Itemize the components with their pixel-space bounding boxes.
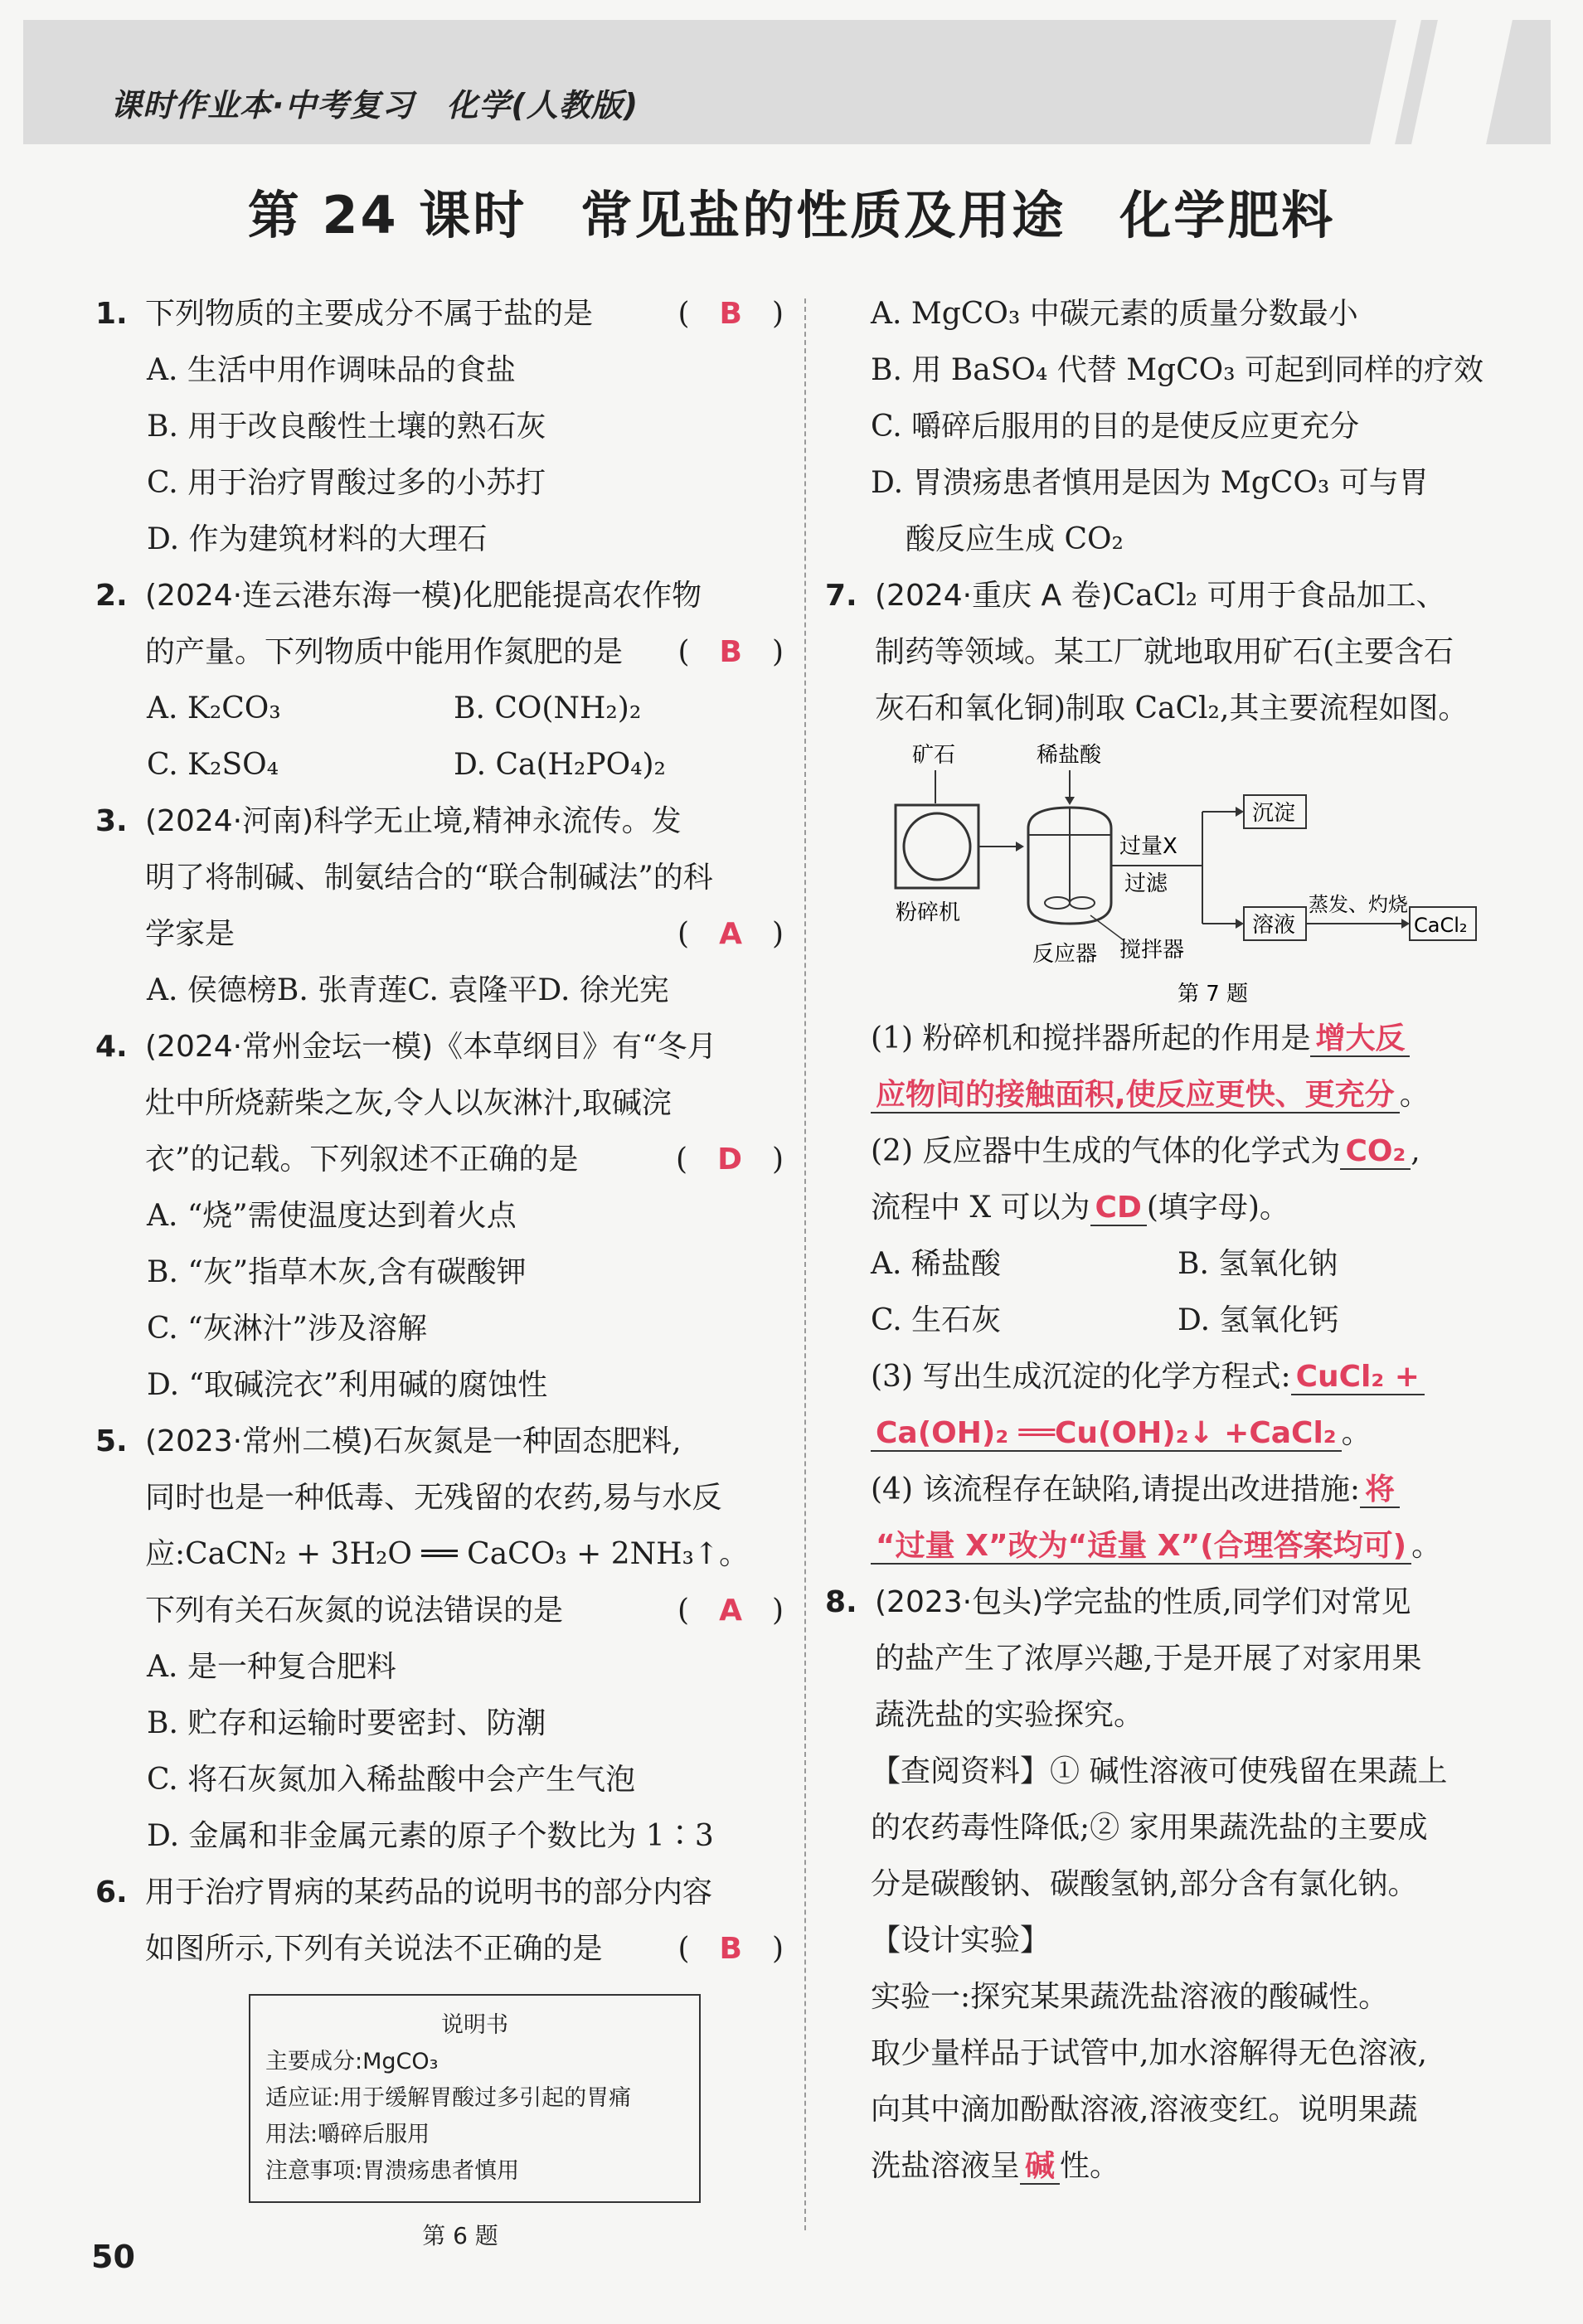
question-source: (2024·河南) [145, 804, 314, 838]
instruction-box [249, 1994, 701, 2203]
part-text: (4) 该流程存在缺陷,请提出改进措施: [871, 1473, 1361, 1506]
answer-paren: ( B ) [677, 635, 784, 669]
option-row [838, 1236, 1513, 1293]
left-column [95, 286, 784, 2264]
label-acid: 稀盐酸 [1037, 743, 1102, 768]
flow-diagram [871, 737, 1501, 1011]
option-row [838, 1293, 1513, 1349]
punct: , [1411, 1134, 1420, 1168]
box-line: 用法:嚼碎后服用 [265, 2122, 430, 2147]
question-4 [95, 1019, 784, 1188]
box-line: 注意事项:胃溃疡患者慎用 [265, 2158, 520, 2184]
arrowhead [1016, 842, 1024, 851]
question-stem: 科学无止境,精神永流传。发 [313, 804, 682, 838]
option: C. K₂SO₄ [147, 748, 279, 782]
question-number: 7. [825, 579, 857, 613]
option: B. CO(NH₂)₂ [454, 691, 642, 725]
answer: A [719, 917, 742, 951]
question-stem: 衣”的记载。下列叙述不正确的是 [145, 1143, 579, 1177]
option: B. “灰”指草木灰,含有碳酸钾 [147, 1255, 527, 1289]
part-text: (填字母)。 [1146, 1191, 1289, 1225]
label-excess: 过量X [1119, 834, 1178, 859]
answer: B [719, 1932, 742, 1966]
arrowhead [1065, 797, 1075, 805]
header-band [23, 20, 1551, 144]
option: D. 胃溃疡患者慎用是因为 MgCO₃ 可与胃 [871, 466, 1429, 500]
body-line: 实验一:探究某果蔬洗盐溶液的酸碱性。 [871, 1980, 1389, 2014]
body-line: 取少量样品于试管中,加水溶解得无色溶液, [871, 2036, 1427, 2070]
answer-paren: ( A ) [677, 1594, 784, 1628]
box-line: 适应证:用于缓解胃酸过多引起的胃痛 [265, 2085, 632, 2111]
answer: B [719, 635, 742, 669]
body-line: 分是碳酸钠、碳酸氢钠,部分含有氯化钠。 [871, 1867, 1418, 1901]
punct: 。 [1411, 1529, 1442, 1563]
question-source: (2024·重庆 A 卷) [875, 579, 1113, 613]
question-stem: 学家是 [145, 917, 236, 951]
q7-part4 [838, 1462, 1513, 1574]
question-stem: 灶中所烧薪柴之灰,令人以灰淋汁,取碱浣 [145, 1086, 672, 1120]
header-text: 课时作业本·中考复习 化学(人教版) [110, 87, 639, 124]
answer-paren: ( D ) [676, 1143, 784, 1177]
question-number: 8. [825, 1585, 857, 1619]
header-stripe [1411, 20, 1513, 144]
question-number: 5. [95, 1424, 128, 1458]
answer-paren: ( B ) [677, 1932, 784, 1966]
punct: 。 [1399, 1078, 1430, 1112]
option: D. 作为建筑材料的大理石 [147, 522, 488, 556]
arrowhead [1401, 919, 1410, 929]
column-divider [804, 298, 806, 2230]
page-number: 50 [91, 2239, 135, 2275]
body-line: 【查阅资料】① 碱性溶液可使残留在果蔬上 [871, 1754, 1448, 1788]
crusher-wheel [904, 813, 970, 880]
option: D. 金属和非金属元素的原子个数比为 1∶3 [147, 1819, 714, 1853]
box-line: 主要成分:MgCO₃ [265, 2049, 439, 2074]
label-stirrer: 搅拌器 [1119, 938, 1185, 963]
figure-caption: 第 7 题 [1178, 982, 1249, 1007]
answer-fill: 增大反 [1310, 1021, 1410, 1057]
option-row [95, 737, 784, 793]
option: D. 氢氧化钙 [1178, 1303, 1339, 1337]
body-text: 洗盐溶液呈 [871, 2149, 1021, 2183]
question-stem: 如图所示,下列有关说法不正确的是 [145, 1932, 603, 1966]
option-row [95, 681, 784, 737]
part-text: (2) 反应器中生成的气体的化学式为 [871, 1134, 1341, 1168]
stirrer-blade [1070, 897, 1095, 909]
question-stem: CaCl₂ 可用于食品加工、 [1112, 579, 1446, 613]
option: C. 嚼碎后服用的目的是使反应更充分 [871, 410, 1360, 444]
question-3 [95, 793, 784, 963]
question-7 [825, 568, 1513, 737]
question-stem: 学完盐的性质,同学们对常见 [1043, 1585, 1411, 1619]
answer-fill: 应物间的接触面积,使反应更快、更充分 [871, 1078, 1400, 1113]
question-number: 4. [95, 1030, 128, 1064]
option: D. “取碱浣衣”利用碱的腐蚀性 [147, 1368, 548, 1402]
option: A. 是一种复合肥料 [147, 1650, 396, 1684]
crusher-box [896, 805, 978, 888]
question-source: (2024·连云港东海一模) [145, 579, 464, 613]
right-column [825, 286, 1513, 2195]
answer-fill: 将 [1360, 1473, 1400, 1508]
answer-fill: CuCl₂ + [1291, 1360, 1425, 1395]
body-line: 【设计实验】 [871, 1924, 1051, 1958]
q8-body [838, 1744, 1513, 2195]
arrowhead [1236, 807, 1244, 817]
label-reactor: 反应器 [1032, 942, 1098, 967]
q7-part3 [838, 1349, 1513, 1462]
question-stem: 石灰氮是一种固态肥料, [373, 1424, 682, 1458]
question-number: 3. [95, 804, 128, 838]
option: A. 侯德榜B. 张青莲C. 袁隆平D. 徐光宪 [147, 973, 669, 1007]
body-text: 性。 [1060, 2149, 1120, 2183]
answer-fill: 碱 [1020, 2149, 1060, 2185]
question-2 [95, 568, 784, 681]
question-source: (2023·常州二模) [145, 1424, 374, 1458]
option: D. Ca(H₂PO₄)₂ [454, 748, 666, 782]
q7-part2 [838, 1123, 1513, 1236]
question-stem: 制药等领域。某工厂就地取用矿石(主要含石 [875, 635, 1454, 669]
answer: A [719, 1594, 742, 1628]
question-8 [825, 1574, 1513, 1744]
option: C. “灰淋汁”涉及溶解 [147, 1312, 427, 1346]
question-number: 1. [95, 297, 128, 331]
label-precip: 沉淀 [1252, 801, 1296, 826]
part-text: (3) 写出生成沉淀的化学方程式: [871, 1360, 1291, 1394]
option: B. 用 BaSO₄ 代替 MgCO₃ 可起到同样的疗效 [871, 353, 1484, 387]
label-evap: 蒸发、灼烧 [1309, 893, 1408, 916]
answer-fill: “过量 X”改为“适量 X”(合理答案均可) [871, 1529, 1411, 1565]
question-stem: 化肥能提高农作物 [463, 579, 702, 613]
box-title: 说明书 [441, 2012, 508, 2038]
part-text: (1) 粉碎机和搅拌器所起的作用是 [871, 1021, 1311, 1055]
question-6 [95, 1865, 784, 1977]
question-stem: 蔬洗盐的实验探究。 [875, 1698, 1144, 1732]
answer-fill: CD [1090, 1191, 1147, 1226]
body-line: 向其中滴加酚酞溶液,溶液变红。说明果蔬 [871, 2093, 1418, 2127]
option: B. 氢氧化钠 [1178, 1247, 1338, 1281]
question-number: 2. [95, 579, 128, 613]
answer: B [719, 297, 742, 331]
question-stem: 下列有关石灰氮的说法错误的是 [145, 1594, 564, 1628]
q7-part1 [838, 1011, 1513, 1123]
answer-fill: CO₂ [1340, 1134, 1411, 1170]
option: A. “烧”需使温度达到着火点 [147, 1199, 517, 1233]
question-number: 6. [95, 1875, 128, 1909]
question-source: (2024·常州金坛一模) [145, 1030, 434, 1064]
answer-paren: ( B ) [677, 297, 784, 331]
question-stem: 同时也是一种低毒、无残留的农药,易与水反 [145, 1481, 722, 1515]
question-stem: 的盐产生了浓厚兴趣,于是开展了对家用果 [875, 1642, 1422, 1676]
body-line [871, 2138, 1513, 2195]
stirrer-blade [1045, 897, 1070, 909]
figure-caption: 第 6 题 [422, 2222, 498, 2249]
part-text: 流程中 X 可以为 [871, 1191, 1090, 1225]
header-stripe [1370, 20, 1421, 144]
answer-paren: ( A ) [677, 917, 784, 951]
question-stem: 用于治疗胃病的某药品的说明书的部分内容 [145, 1875, 713, 1909]
option: C. 生石灰 [871, 1303, 1002, 1337]
option: C. 用于治疗胃酸过多的小苏打 [147, 466, 546, 500]
option: 酸反应生成 CO₂ [906, 522, 1124, 556]
question-stem: 《本草纲目》有“冬月 [433, 1030, 717, 1064]
question-1 [95, 286, 784, 342]
label-filter: 过滤 [1124, 871, 1168, 896]
label-crusher: 粉碎机 [896, 900, 961, 925]
label-ore: 矿石 [912, 743, 956, 768]
question-stem: 下列物质的主要成分不属于盐的是 [145, 297, 594, 331]
answer: D [717, 1143, 742, 1177]
option: B. 贮存和运输时要密封、防潮 [147, 1706, 546, 1740]
question-5 [95, 1414, 784, 1639]
question-stem: 灰石和氧化铜)制取 CaCl₂,其主要流程如图。 [875, 691, 1469, 725]
option: B. 用于改良酸性土壤的熟石灰 [147, 410, 546, 444]
label-solution: 溶液 [1252, 913, 1296, 938]
question-equation: 应:CaCN₂ + 3H₂O ══ CaCO₃ + 2NH₃↑。 [145, 1537, 750, 1571]
pointer [1090, 915, 1124, 940]
page-title: 第 24 课时 常见盐的性质及用途 化学肥料 [247, 185, 1336, 245]
body-line: 的农药毒性降低;② 家用果蔬洗盐的主要成 [871, 1811, 1428, 1845]
option: A. MgCO₃ 中碳元素的质量分数最小 [871, 297, 1358, 331]
question-stem: 明了将制碱、制氨结合的“联合制碱法”的科 [145, 861, 713, 895]
question-stem: 的产量。下列物质中能用作氮肥的是 [145, 635, 624, 669]
punct: 。 [1341, 1416, 1372, 1450]
option: C. 将石灰氮加入稀盐酸中会产生气泡 [147, 1763, 636, 1797]
answer-fill: Ca(OH)₂ ══Cu(OH)₂↓ +CaCl₂ [871, 1416, 1342, 1452]
arrowhead [1236, 919, 1244, 929]
option: A. 生活中用作调味品的食盐 [147, 353, 516, 387]
option: A. 稀盐酸 [871, 1247, 1001, 1281]
label-product: CaCl₂ [1414, 914, 1468, 937]
option: A. K₂CO₃ [147, 691, 281, 725]
question-source: (2023·包头) [875, 1585, 1044, 1619]
